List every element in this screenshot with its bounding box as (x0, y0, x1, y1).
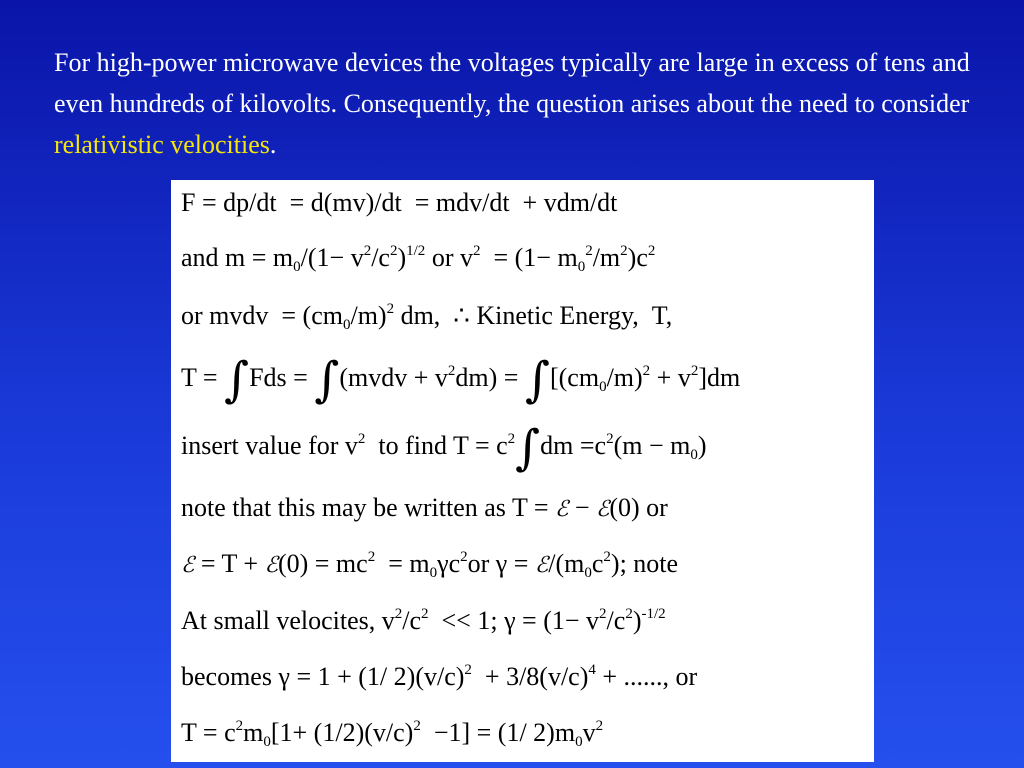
equation-line-7: ℰ = T + ℰ(0) = $mc^2 = m_0\gamma c^2or$ $\gamma = ℰ/(m_0c^2)$; note (181, 549, 679, 581)
equation-line-6: note that this may be written as T = ℰ − ℰ(0) or (181, 493, 668, 522)
equation-line-4: T = ∫Fds = ∫(mvdv + $v^2dm) = \int[(cm_0/m)^2 + v^2]dm$ (181, 352, 741, 408)
equation-line-9: becomes γ = 1 + (1/ $2)(v/c)^2 + 3/8(v/c)^4$ + ......, or (181, 662, 698, 691)
integral-symbol: ∫ (314, 352, 340, 408)
intro-text: For high-power microwave devices the voltages typically are large in excess of tens and even hundreds of kilovolts. Consequently, the question arises about the need to consider (54, 48, 970, 118)
equation-line-10: $T = c^2m_0[1+ (1/2)(v/c)^2 -1] = (1/$ $2)m_0v^2$ (181, 718, 604, 750)
intro-paragraph (54, 42, 984, 165)
equation-box (171, 180, 874, 762)
equation-line-5: insert value for $v^2$ to find $T = c^2\int dm =c^2(m - m_0)$ (181, 420, 707, 476)
integral-symbol: ∫ (515, 420, 541, 476)
equation-line-1: F = dp/dt = d(mv)/dt = mdv/dt + vdm/dt (181, 188, 618, 217)
integral-symbol: ∫ (224, 352, 250, 408)
equation-line-2: and $m = m_0/(1- v^2/c^2)^{1/2}$ or $v^2 = (1- m_0^2/m^2)c^2$ (181, 243, 656, 275)
intro-highlight: relativistic velocities (54, 130, 270, 159)
equation-line-3: or mvdv = $(cm_0/m)^2$ dm, ∴ Kinetic Energy, T, (181, 301, 673, 333)
intro-end: . (269, 130, 277, 159)
integral-symbol: ∫ (524, 352, 550, 408)
equation-line-8: At small velocites, $v^2/c^2 << 1$; $\gamma = (1- v^2/c^2)^{-1/2}$ (181, 606, 666, 635)
